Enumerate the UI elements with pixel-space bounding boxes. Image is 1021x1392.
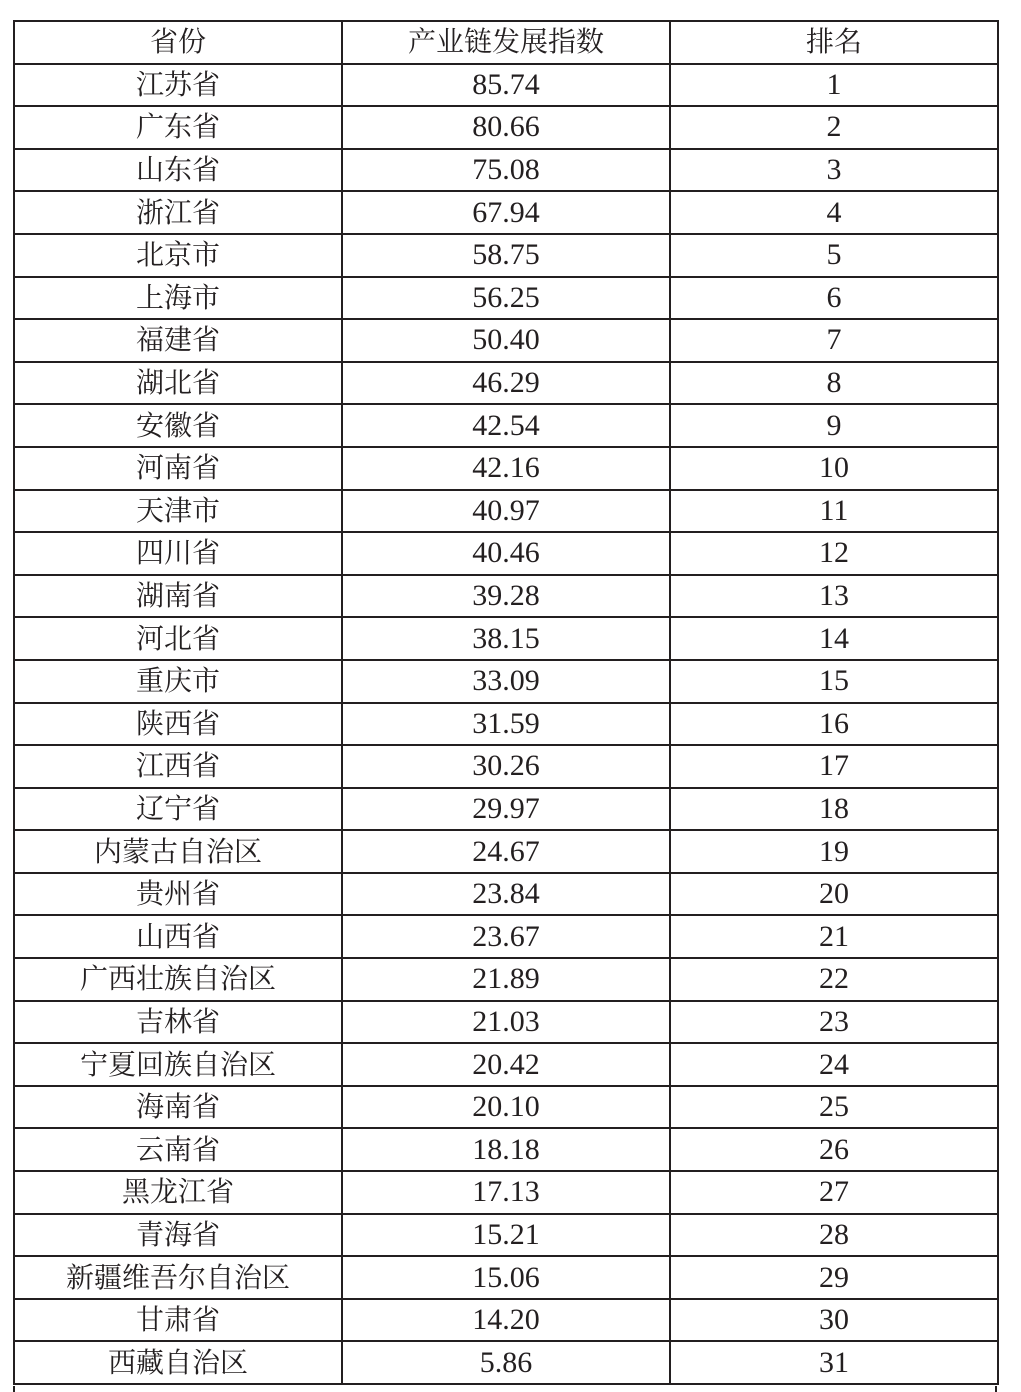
- column-header-province: 省份: [14, 21, 342, 64]
- cell-index: 17.13: [342, 1171, 670, 1214]
- cell-rank: 11: [670, 490, 998, 533]
- cell-province: 新疆维吾尔自治区: [14, 1256, 342, 1299]
- table-row: [14, 745, 998, 788]
- table-row: [14, 1341, 998, 1384]
- cell-province: 北京市: [14, 234, 342, 277]
- cell-rank: 23: [670, 1001, 998, 1044]
- cell-index: 20.10: [342, 1086, 670, 1129]
- cell-index: 14.20: [342, 1299, 670, 1342]
- cell-province: 上海市: [14, 277, 342, 320]
- cell-province: 天津市: [14, 490, 342, 533]
- table-row: [14, 404, 998, 447]
- cell-province: 内蒙古自治区: [14, 830, 342, 873]
- cell-index: 39.28: [342, 575, 670, 618]
- cell-rank: 31: [670, 1341, 998, 1384]
- cell-rank: 22: [670, 958, 998, 1001]
- cell-province: 安徽省: [14, 404, 342, 447]
- cell-province: 重庆市: [14, 660, 342, 703]
- table-row: [14, 277, 998, 320]
- cell-province: 广东省: [14, 106, 342, 149]
- table-row: [14, 1043, 998, 1086]
- cell-rank: 4: [670, 191, 998, 234]
- cell-index: 20.42: [342, 1043, 670, 1086]
- table-row: [14, 788, 998, 831]
- table-row: [14, 575, 998, 618]
- cell-province: 江西省: [14, 745, 342, 788]
- cell-rank: 27: [670, 1171, 998, 1214]
- cell-index: 50.40: [342, 319, 670, 362]
- cell-rank: 21: [670, 915, 998, 958]
- cell-province: 河北省: [14, 617, 342, 660]
- cell-index: 67.94: [342, 191, 670, 234]
- table-row: [14, 234, 998, 277]
- table-row: [14, 1001, 998, 1044]
- cell-rank: 5: [670, 234, 998, 277]
- cell-province: 辽宁省: [14, 788, 342, 831]
- cell-index: 42.54: [342, 404, 670, 447]
- cell-index: 58.75: [342, 234, 670, 277]
- cell-rank: 28: [670, 1214, 998, 1257]
- cell-rank: 29: [670, 1256, 998, 1299]
- cell-rank: 13: [670, 575, 998, 618]
- cell-index: 23.67: [342, 915, 670, 958]
- cell-index: 85.74: [342, 64, 670, 107]
- cell-rank: 24: [670, 1043, 998, 1086]
- cell-rank: 25: [670, 1086, 998, 1129]
- cell-index: 75.08: [342, 149, 670, 192]
- cell-rank: 17: [670, 745, 998, 788]
- table-row: [14, 106, 998, 149]
- cell-rank: 20: [670, 873, 998, 916]
- cell-province: 云南省: [14, 1128, 342, 1171]
- table-row: [14, 1256, 998, 1299]
- cell-rank: 1: [670, 64, 998, 107]
- cell-rank: 26: [670, 1128, 998, 1171]
- table-row: [14, 64, 998, 107]
- cell-province: 吉林省: [14, 1001, 342, 1044]
- cell-province: 西藏自治区: [14, 1341, 342, 1384]
- table-row: [14, 915, 998, 958]
- cell-province: 广西壮族自治区: [14, 958, 342, 1001]
- cell-rank: 6: [670, 277, 998, 320]
- cell-province: 四川省: [14, 532, 342, 575]
- table-row: [14, 447, 998, 490]
- cell-index: 40.97: [342, 490, 670, 533]
- cell-rank: 18: [670, 788, 998, 831]
- table-row: [14, 1214, 998, 1257]
- table-row: [14, 958, 998, 1001]
- cell-province: 浙江省: [14, 191, 342, 234]
- table-row: [14, 830, 998, 873]
- cell-index: 23.84: [342, 873, 670, 916]
- cell-province: 湖南省: [14, 575, 342, 618]
- cell-rank: 2: [670, 106, 998, 149]
- cell-province: 甘肃省: [14, 1299, 342, 1342]
- cell-province: 福建省: [14, 319, 342, 362]
- table-row: [14, 362, 998, 405]
- cell-index: 15.06: [342, 1256, 670, 1299]
- cell-index: 46.29: [342, 362, 670, 405]
- table-body: [14, 64, 998, 1384]
- table-row: [14, 1171, 998, 1214]
- table-row: [14, 1086, 998, 1129]
- table-row: [14, 660, 998, 703]
- cell-index: 56.25: [342, 277, 670, 320]
- cell-province: 江苏省: [14, 64, 342, 107]
- cell-rank: 3: [670, 149, 998, 192]
- table-row: [14, 873, 998, 916]
- cell-province: 贵州省: [14, 873, 342, 916]
- cell-index: 15.21: [342, 1214, 670, 1257]
- table-row: [14, 319, 998, 362]
- cell-index: 40.46: [342, 532, 670, 575]
- cell-province: 湖北省: [14, 362, 342, 405]
- cell-index: 24.67: [342, 830, 670, 873]
- cell-index: 18.18: [342, 1128, 670, 1171]
- column-header-rank: 排名: [670, 21, 998, 64]
- cell-index: 80.66: [342, 106, 670, 149]
- header-row: [14, 21, 998, 64]
- cell-rank: 8: [670, 362, 998, 405]
- table-row: [14, 617, 998, 660]
- cell-index: 42.16: [342, 447, 670, 490]
- cell-province: 山西省: [14, 915, 342, 958]
- cell-province: 青海省: [14, 1214, 342, 1257]
- table-container: [13, 20, 997, 1385]
- cell-rank: 12: [670, 532, 998, 575]
- cell-index: 21.03: [342, 1001, 670, 1044]
- province-index-table: [13, 20, 999, 1385]
- cell-province: 河南省: [14, 447, 342, 490]
- cell-rank: 30: [670, 1299, 998, 1342]
- cell-province: 海南省: [14, 1086, 342, 1129]
- table-row: [14, 1128, 998, 1171]
- table-continuation-edge: [13, 1386, 997, 1392]
- cell-province: 黑龙江省: [14, 1171, 342, 1214]
- cell-rank: 16: [670, 703, 998, 746]
- table-row: [14, 532, 998, 575]
- cell-rank: 10: [670, 447, 998, 490]
- cell-province: 陕西省: [14, 703, 342, 746]
- cell-index: 21.89: [342, 958, 670, 1001]
- cell-rank: 19: [670, 830, 998, 873]
- cell-index: 31.59: [342, 703, 670, 746]
- cell-rank: 14: [670, 617, 998, 660]
- cell-province: 山东省: [14, 149, 342, 192]
- table-row: [14, 191, 998, 234]
- cell-index: 33.09: [342, 660, 670, 703]
- table-row: [14, 703, 998, 746]
- table-row: [14, 490, 998, 533]
- cell-index: 38.15: [342, 617, 670, 660]
- cell-rank: 7: [670, 319, 998, 362]
- cell-rank: 9: [670, 404, 998, 447]
- table-row: [14, 1299, 998, 1342]
- cell-province: 宁夏回族自治区: [14, 1043, 342, 1086]
- cell-index: 30.26: [342, 745, 670, 788]
- column-header-index: 产业链发展指数: [342, 21, 670, 64]
- cell-index: 29.97: [342, 788, 670, 831]
- table-row: [14, 149, 998, 192]
- cell-index: 5.86: [342, 1341, 670, 1384]
- cell-rank: 15: [670, 660, 998, 703]
